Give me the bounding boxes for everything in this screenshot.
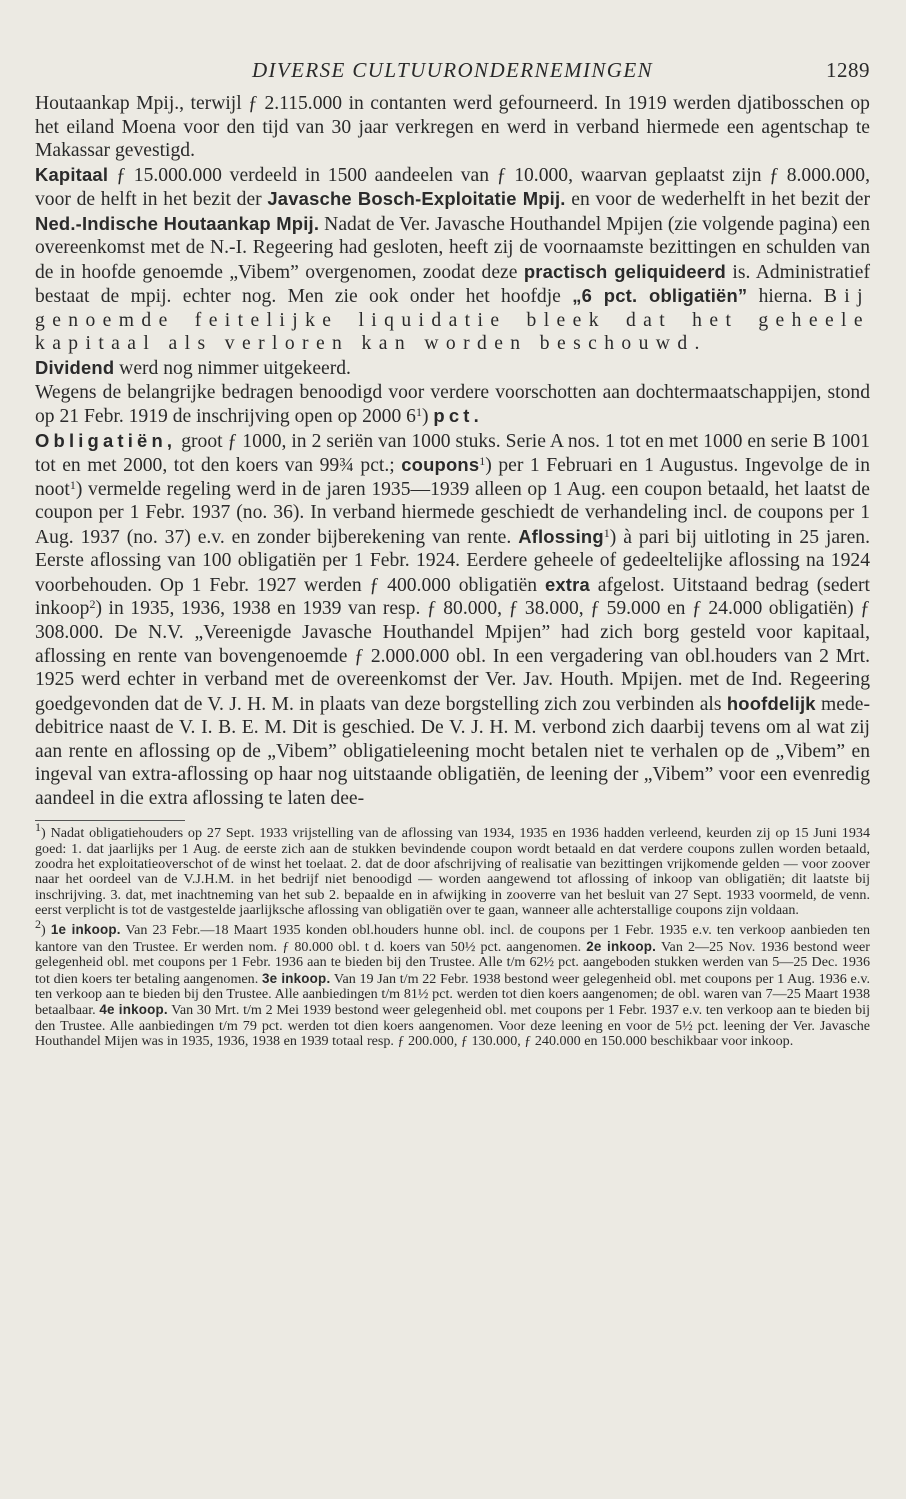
page-number: 1289 (826, 58, 870, 82)
heading-3e-inkoop: 3e inkoop. (261, 970, 331, 986)
heading-coupons: coupons (401, 454, 480, 476)
emphasis-hoofdelijk: hoofdelijk (726, 692, 816, 714)
footnote-text: ) Nadat obligatiehouders op 27 Sept. 1933 vrijstelling van de aflossing van 1934, 1935 en 1936 hadden verleend, keurden zij op 15 Juni 1934 goed: 1. dat jaarlijks per 1 Aug. de eerste zich aan de stukken bevindende coupon wordt betaald en dat verdere coupons zullen worden betaald, zoodra het exploitatieoverschot of de winst het toelaat. 2. dat de door afschrijving of realisatie van bezittingen vrijkomende gelden — voor zoover naar het oordeel van de V.J.H.M. in het bedrijf niet benoodigd — worden aangewend tot aflossing of inkoop van obligatiën; dit laatste bij inschrijving. 3. dat, met inachtneming van het sub 2. bepaalde en in afwijking in zooverre van het besluit van 27 Sept. 1933 voormeld, de venn. eerst verplicht is tot de vastgestelde jaarlijksche aflossing van obligatiën over te gaan, wanneer alle achterstallige coupons zijn voldaan. (35, 825, 870, 919)
text-run: ) à pari bij uitloting in 25 jaren. Eerste aflossing van 100 obligatiën per 1 Febr. 1924. Eerdere geheele of gedeeltelijke aflossing na 1924 voorbehouden. Op 1 Febr. 1927 werden ƒ 400.000 obligatiën (35, 526, 870, 596)
footnotes (35, 820, 870, 1049)
footnote-marker: 1 (35, 820, 41, 835)
text-run: ) vermelde regeling werd in de jaren 1935—1939 alleen op 1 Aug. een coupon betaald, het laatst de coupon per 1 Febr. 1937 (no. 36). In verband hiermede geschiedt de verhandeling incl. de coupons per 1 Aug. 1937 (no. 37) e.v. en zonder bijberekening van rente. (35, 478, 870, 548)
footnote-text: ) (41, 922, 51, 939)
heading-1e-inkoop: 1e inkoop. (50, 922, 121, 938)
heading-2e-inkoop: 2e inkoop. (586, 938, 657, 954)
text-run: werd nog nimmer uitgekeerd. (114, 358, 351, 380)
heading-kapitaal: Kapitaal (35, 163, 117, 185)
text-run: ƒ 2.115.000 in contanten werd gefourneerd. In 1919 werden djatibosschen op het eiland Moena voor den tijd van 30 jaar verkregen en werd in verband hiermede een agentschap te Makassar gevestigd. (35, 93, 870, 162)
text-run: Wegens de belangrijke bedragen benoodigd voor verdere voorschotten aan dochtermaatschappijen, stond op 21 Febr. 1919 de inschrijving open op 2000 6 (35, 381, 870, 428)
footnote-1 (35, 820, 870, 919)
emphasis-geliquideerd: practisch geliquideerd (523, 260, 726, 282)
text-run: mede-debitrice naast de V. I. B. E. M. Dit is geschied. De V. J. H. M. verbond zich daarbij tevens om al wat zij aan rente en aflossing op de „Vibem” obligatieleening mocht betalen niet te verhalen op de „Vibem” en ingeval van extra-aflossing op haar nog uitstaande obligatiën, de leening der „Vibem” voor een evenredig aandeel in die extra aflossing te laten dee- (35, 693, 870, 809)
footnote-divider (35, 820, 185, 821)
company-name-jbe: Javasche Bosch-Exploitatie Mpij. (267, 188, 566, 210)
company-name-niha: Ned.-Indische Houtaankap Mpij. (35, 212, 320, 234)
heading-dividend: Dividend (35, 357, 115, 379)
paragraph-dividend (35, 356, 870, 381)
spaced-emphasis: Bij genoemde feitelijke liquidatie bleek dat het geheele kapitaal als verloren kan worden beschouwd. (35, 286, 870, 355)
reference-obligatien: „6 pct. obligatiën” (572, 285, 748, 307)
running-title: DIVERSE CULTUURONDERNEMINGEN (251, 58, 653, 82)
footnote-ref: 1 (415, 405, 422, 420)
text-run: groot ƒ 1000, in 2 seriën van 1000 stuks. Serie A nos. 1 tot en met 1000 en serie B 1001 tot en met 2000, tot den koers van 99¾ pct.; (35, 430, 870, 477)
heading-pct: pct. (433, 405, 483, 427)
footnote-text: Van 19 Jan t/m 22 Febr. 1938 bestond weer gelegenheid obl. met coupons per 1 Aug. 1936 e.v. ten verkoop aan te bieden bij den Trustee. Alle aanbiedingen t/m 81½ pct. werden tot dien koers aangenomen; de obl. waren van 7—25 Maart 1938 betaalbaar. (35, 970, 870, 1019)
text-run: ) (421, 406, 434, 428)
footnote-text: Van 30 Mrt. t/m 2 Mei 1939 bestond weer gelegenheid obl. met coupons per 1 Febr. 1937 e.v. ten verkoop aan te bieden bij den Trustee. Alle aanbiedingen t/m 79 pct. werden tot dien koers aangenomen. Voor deze leening en voor de 5½ pct. leening der Ver. Javasche Houthandel Mijen was in 1935, 1936, 1938 en 1939 totaal resp. ƒ 200.000, ƒ 130.000, ƒ 240.000 en 150.000 beschikbaar voor inkoop. (35, 1002, 870, 1049)
text-run: afgelost. Uitstaand bedrag (sedert inkoop (35, 574, 870, 620)
text-run: ) per 1 Februari en 1 Augustus. Ingevolge de in noot (35, 455, 871, 500)
text-run: Houtaankap Mpij., terwijl (35, 93, 249, 114)
paragraph-obligaties (35, 381, 870, 811)
running-head (35, 58, 870, 92)
text-run: ƒ 15.000.000 verdeeld in 1500 aandeelen van ƒ 10.000, waarvan geplaatst zijn ƒ 8.000.000, voor de helft in het bezit der (35, 164, 870, 211)
footnote-ref: 1 (69, 477, 76, 492)
footnote-text: Van 2—25 Nov. 1936 bestond weer gelegenheid obl. met coupons per 1 Febr. 1936 aan te bieden bij den Trustee. Alle t/m 62½ pct. aangeboden stukken werden van 5—25 Dec. 1936 tot dien koers ter betaling aangenomen. (35, 938, 870, 987)
heading-obligatien: Obligatiën, (35, 429, 177, 451)
heading-4e-inkoop: 4e inkoop. (99, 1002, 168, 1018)
text-run: hierna. (747, 286, 824, 308)
footnote-ref: 1 (603, 525, 610, 540)
text-run: en voor de wederhelft in het bezit der (565, 189, 871, 211)
footnote-ref: 2 (89, 597, 96, 612)
footnote-text: Van 23 Febr.—18 Maart 1935 konden obl.houders hunne obl. incl. de coupons per 1 Febr. 1935 e.v. ten verkoop aanbieden ten kantore van den Trustee. Er werden nom. ƒ 80.000 obl. t d. koers van 50½ pct. aangenomen. (35, 922, 870, 955)
heading-aflossing: Aflossing (518, 525, 604, 547)
paragraph-company-history (35, 92, 870, 356)
text-run: Nadat de Ver. Javasche Houthandel Mpijen (zie volgende pagina) een overeenkomst met de N.-I. Regeering had gesloten, heeft zij de voornaamste bezittingen en schulden van de in hoofde genoemde „Vibem” overgenomen, zoodat deze (35, 213, 871, 283)
footnote-ref: 1 (479, 454, 486, 469)
text-run: ) in 1935, 1936, 1938 en 1939 van resp. ƒ 80.000, ƒ 38.000, ƒ 59.000 en ƒ 24.000 obligatiën) ƒ 308.000. De N.V. „Vereenigde Javasche Houthandel Mpijen” had zich borg gesteld voor kapitaal, aflossing en rente van bovengenoemde ƒ 2.000.000 obl. In een vergadering van obl.houders van 2 Mrt. 1925 werd echter in verband met de overeenkomst der Ver. Jav. Houth. Mpijen. met de Ind. Regeering goedgevonden dat de V. J. H. M. in plaats van deze borgstelling zich zou verbinden als (35, 598, 870, 715)
footnote-marker: 2 (35, 917, 41, 932)
footnote-2 (35, 917, 870, 1049)
body-text (35, 92, 870, 810)
emphasis-extra: extra (544, 573, 590, 595)
text-run: is. Administratief bestaat de mpij. echter nog. Men zie ook onder het hoofdje (35, 261, 870, 308)
